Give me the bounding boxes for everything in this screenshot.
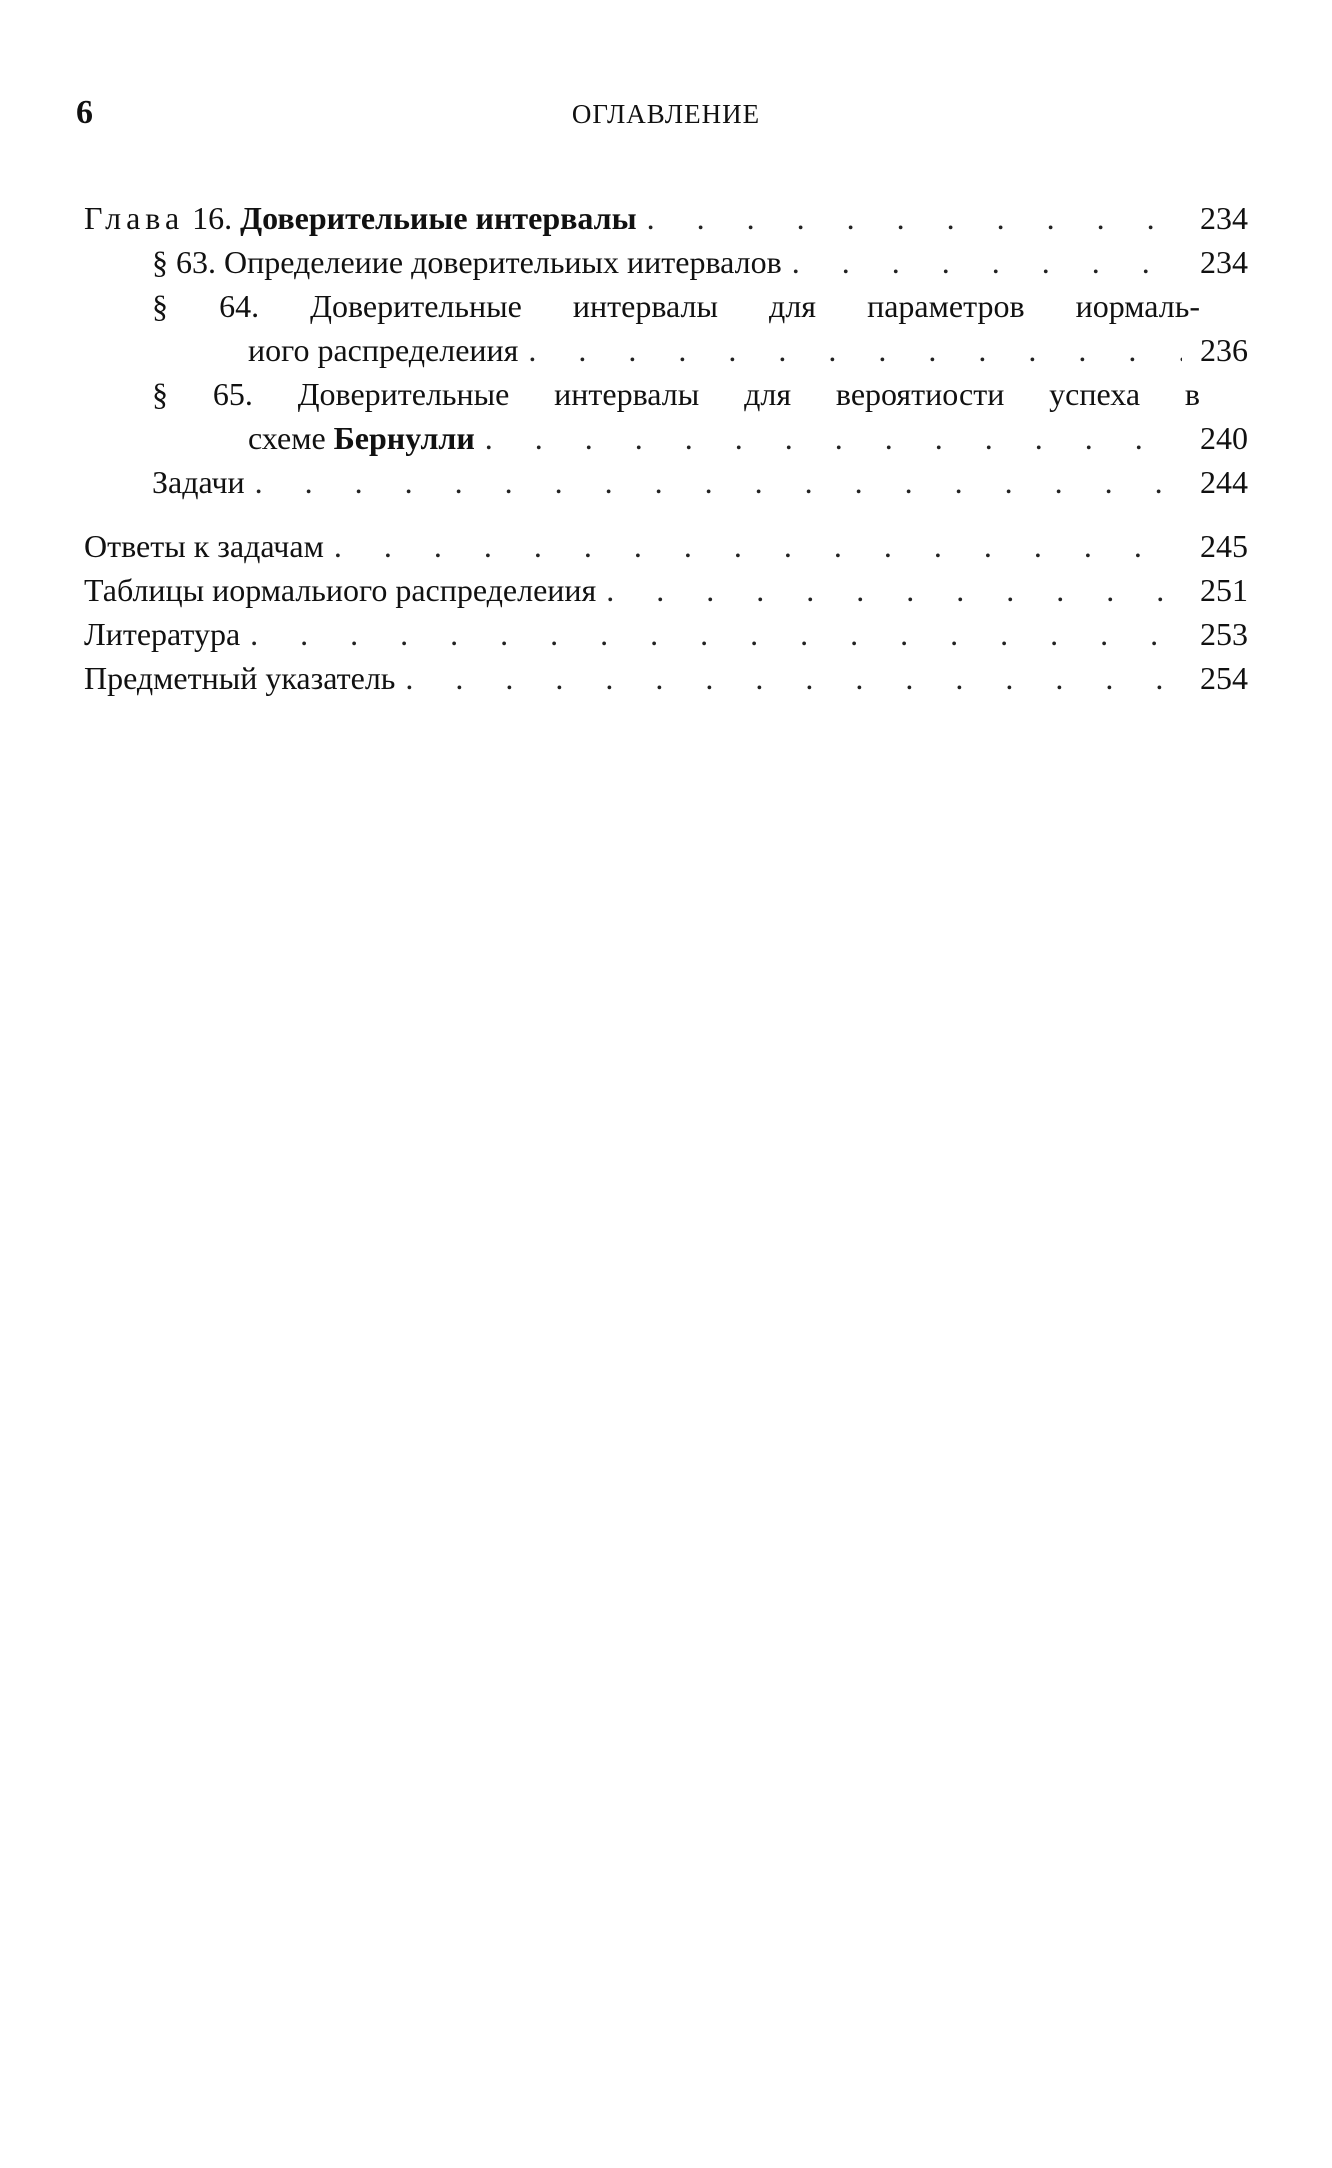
toc-back-matter-entry[interactable]	[84, 568, 1248, 612]
dot-leader	[334, 524, 1182, 568]
running-head: ОГЛАВЛЕНИЕ	[571, 99, 761, 129]
toc-page-number: 244	[1200, 464, 1248, 500]
toc-chapter-entry[interactable]	[84, 196, 1248, 240]
toc-section-title-line	[152, 284, 1248, 328]
spacer	[84, 504, 1248, 524]
back-matter-title: Предметный указатель	[84, 660, 396, 696]
toc-section-entry[interactable]	[84, 284, 1248, 328]
dot-leader	[250, 612, 1182, 656]
toc-section-continuation[interactable]	[84, 416, 1248, 460]
toc-page-number: 236	[1200, 332, 1248, 368]
section-title-line2	[248, 416, 475, 460]
toc-section-title-line	[152, 372, 1248, 416]
section-title: Определеиие доверительиых иитервалов	[224, 244, 782, 280]
back-matter-title: Литература	[84, 616, 241, 652]
section-title-line2: иого распределеиия	[248, 332, 519, 368]
toc-section-continuation[interactable]	[84, 328, 1248, 372]
tasks-title: Задачи	[152, 464, 245, 500]
table-of-contents	[84, 196, 1248, 700]
toc-back-matter-entry[interactable]	[84, 524, 1248, 568]
dot-leader	[647, 196, 1182, 240]
toc-section-entry[interactable]	[84, 240, 1248, 284]
toc-page-number: 254	[1200, 660, 1248, 696]
dot-leader	[485, 416, 1182, 460]
chapter-prefix: Глава	[84, 200, 185, 236]
toc-section-title	[152, 240, 782, 284]
section-title-line2-regular: схеме	[248, 420, 326, 456]
dot-leader	[606, 568, 1182, 612]
toc-back-matter-entry[interactable]	[84, 612, 1248, 656]
dot-leader	[528, 328, 1182, 372]
page-number: 6	[76, 94, 93, 131]
toc-page-number: 234	[1200, 244, 1248, 280]
toc-page-number: 240	[1200, 420, 1248, 456]
dot-leader	[255, 460, 1182, 504]
section-title-line1: Доверительные интервалы для параметров иормаль-	[310, 288, 1201, 324]
toc-chapter-title	[84, 196, 637, 240]
toc-tasks-entry[interactable]	[84, 460, 1248, 504]
section-mark: § 64.	[152, 288, 260, 324]
chapter-title: Доверительиые интервалы	[240, 200, 637, 236]
toc-page-number: 234	[1200, 200, 1248, 236]
back-matter-title: Таблицы иормальиого распределеиия	[84, 572, 597, 608]
section-title-line2-bold: Бернулли	[333, 420, 475, 456]
dot-leader	[792, 240, 1182, 284]
section-mark: § 63.	[152, 244, 216, 280]
toc-section-entry[interactable]	[84, 372, 1248, 416]
toc-back-matter-entry[interactable]	[84, 656, 1248, 700]
section-title-line1: Доверительные интервалы для вероятиости успеха в	[297, 376, 1201, 412]
section-mark: § 65.	[152, 376, 253, 412]
back-matter-title: Ответы к задачам	[84, 528, 324, 564]
dot-leader	[405, 656, 1182, 700]
toc-page-number: 251	[1200, 572, 1248, 608]
toc-page-number: 245	[1200, 528, 1248, 564]
toc-page-number: 253	[1200, 616, 1248, 652]
chapter-number: 16.	[192, 200, 233, 236]
